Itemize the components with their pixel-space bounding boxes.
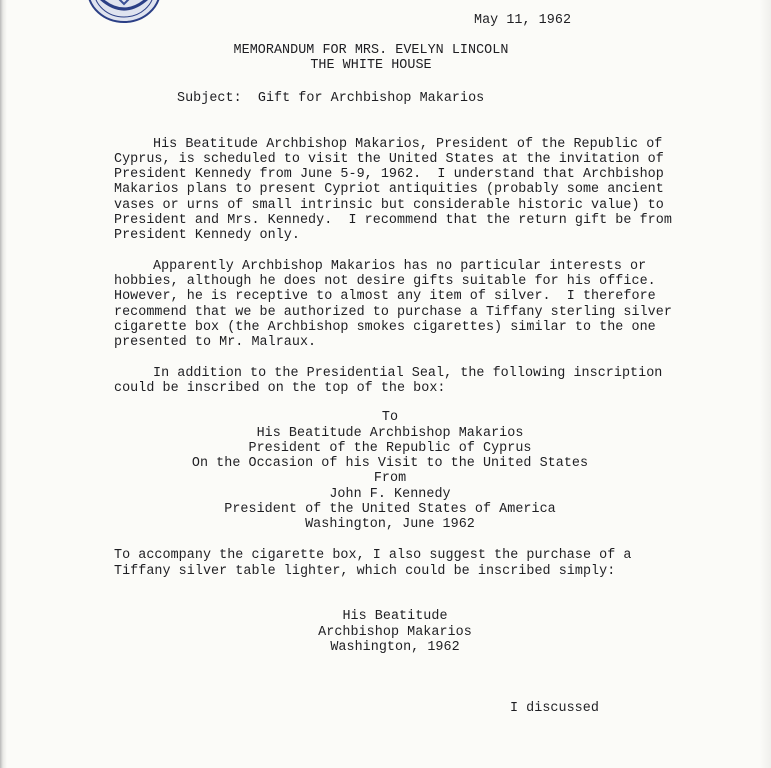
memo-office: THE WHITE HOUSE [310,58,432,73]
memo-addressee: MEMORANDUM FOR MRS. EVELYN LINCOLN [233,43,509,58]
memo-subject: Subject: Gift for Archbishop Makarios [177,91,485,106]
para2-line: hobbies, although he does not desire gifts suitable for his office. [114,274,656,289]
memo-date: May 11, 1962 [474,13,572,28]
para1-line: President Kennedy from June 5-9, 1962. I understand that Archbishop [114,167,664,182]
para3-line: In addition to the Presidential Seal, the following inscription [153,366,663,381]
para1-line: vases or urns of small intrinsic but considerable historic value) to [114,198,664,213]
page-continuation: I discussed [510,701,599,716]
para2-line: However, he is receptive to almost any item of silver. I therefore [114,289,656,304]
inscription-line: His Beatitude Archbishop Makarios [256,426,524,441]
inscription-line: President of the Republic of Cyprus [248,441,532,456]
inscription-line: Washington, June 1962 [305,517,475,532]
para1-line: Cyprus, is scheduled to visit the United States at the invitation of [114,152,664,167]
para2-line: Apparently Archbishop Makarios has no particular interests or [153,259,647,274]
lighter-inscription-line: Archbishop Makarios [318,625,472,640]
para1-line: President Kennedy only. [114,228,300,243]
para2-line: recommend that we be authorized to purchase a Tiffany sterling silver [114,305,672,320]
lighter-inscription-line: Washington, 1962 [330,640,460,655]
para1-line: His Beatitude Archbishop Makarios, President of the Republic of [153,137,663,152]
para2-line: cigarette box (the Archbishop smokes cigarettes) similar to the one [114,320,656,335]
lighter-inscription-line: His Beatitude [342,609,448,624]
inscription-line: John F. Kennedy [329,487,451,502]
para4-line: Tiffany silver table lighter, which could be inscribed simply: [114,564,616,579]
inscription-line: On the Occasion of his Visit to the United States [191,456,589,471]
para3-line: could be inscribed on the top of the box: [114,381,446,396]
para4-line: To accompany the cigarette box, I also suggest the purchase of a [114,548,632,563]
para1-line: Makarios plans to present Cypriot antiquities (probably some ancient [114,182,664,197]
para1-line: President and Mrs. Kennedy. I recommend that the return gift be from [114,213,672,228]
presidential-seal-icon [86,0,162,24]
inscription-line: President of the United States of America [224,502,556,517]
inscription-line: To [381,410,399,425]
inscription-line: From [373,471,407,486]
para2-line: presented to Mr. Malraux. [114,335,317,350]
